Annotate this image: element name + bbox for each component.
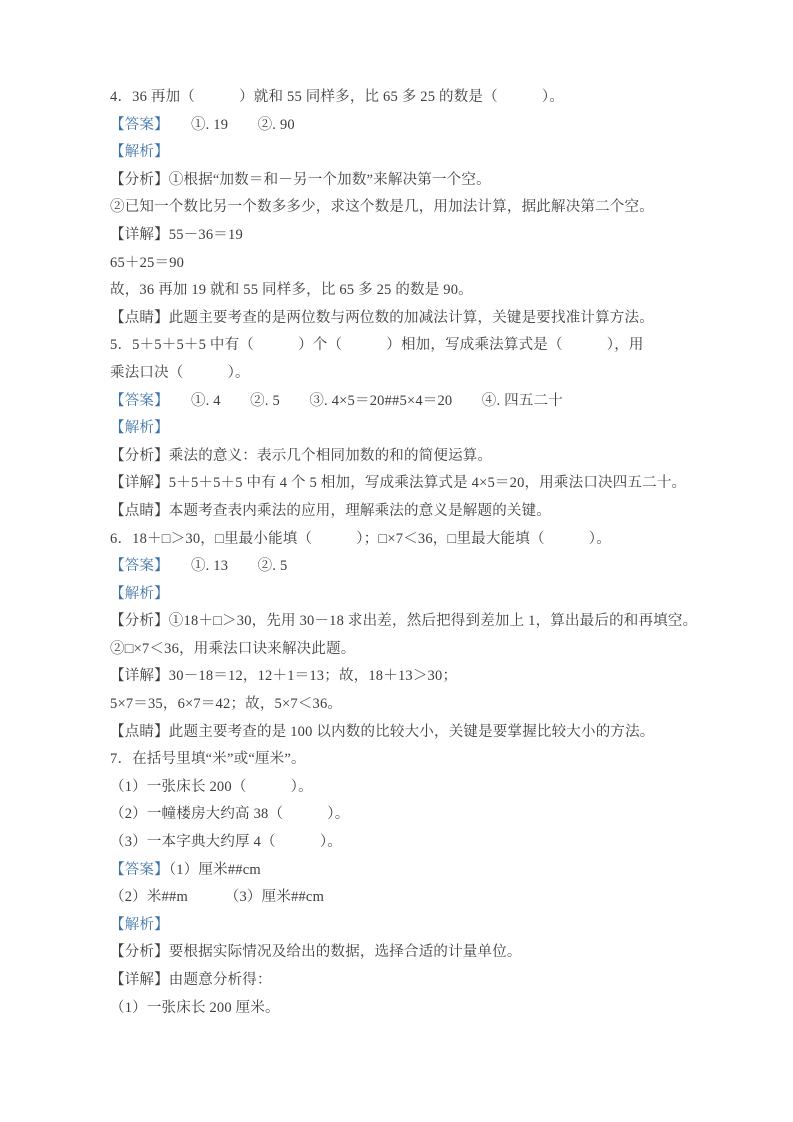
document-content: [110, 84, 710, 1022]
answer-line: [110, 388, 710, 416]
detail-line: [110, 995, 710, 1023]
answer-line: [110, 884, 710, 912]
line-text: 7．在括号里填“米”或“厘米”。: [110, 751, 306, 768]
analysis-label: 【解析】: [110, 144, 169, 161]
question-stem: [110, 746, 710, 774]
question-block-6: [110, 526, 710, 747]
line-text: 【点睛】本题考查表内乘法的应用，理解乘法的意义是解题的关键。: [110, 502, 551, 519]
answer-label: 【答案】: [110, 861, 169, 878]
detail-line: [110, 222, 710, 250]
analysis-line: [110, 167, 710, 195]
line-text: ①. 4 ②. 5 ③. 4×5＝20##5×4＝20 ④. 四五二十: [161, 392, 563, 409]
line-text: ②已知一个数比另一个数多多少，求这个数是几，用加法计算，据此解决第二个空。: [110, 199, 654, 216]
detail-line: [110, 250, 710, 278]
analysis-label: 【解析】: [110, 916, 169, 933]
line-text: 【详解】55－36＝19: [110, 226, 243, 243]
line-text: ①. 19 ②. 90: [161, 116, 295, 133]
line-text: 故，36 再加 19 就和 55 同样多，比 65 多 25 的数是 90。: [110, 282, 473, 299]
line-text: 【分析】乘法的意义：表示几个相同加数的和的简便运算。: [110, 447, 493, 464]
line-text: 【详解】由题意分析得：: [110, 972, 272, 988]
line-text: （1）厘米##cm: [168, 861, 261, 878]
line-text: 6．18＋□＞30，□里最小能填（ ）；□×7＜36，□里最大能填（ ）。: [110, 530, 611, 547]
line-text: （1）一张床长 200（ ）。: [110, 778, 313, 795]
line-text: （2）米##m （3）厘米##cm: [110, 889, 325, 906]
analysis-line: [110, 443, 710, 471]
analysis-label: 【解析】: [110, 585, 169, 602]
line-text: 【分析】①根据“加数＝和－另一个加数”来解决第一个空。: [110, 171, 491, 188]
question-stem: [110, 332, 710, 360]
detail-line: [110, 663, 710, 691]
line-text: 4．36 再加（ ）就和 55 同样多，比 65 多 25 的数是（ ）。: [110, 89, 565, 105]
line-text: 5．5＋5＋5＋5 中有（ ）个（ ）相加，写成乘法算式是（ ），用: [110, 337, 644, 354]
line-text: 5×7＝35，6×7＝42；故，5×7＜36。: [110, 696, 343, 713]
answer-line: [110, 857, 710, 885]
remark-line: [110, 305, 710, 333]
remark-line: [110, 719, 710, 747]
answer-label: 【答案】: [110, 392, 162, 409]
answer-line: [110, 553, 710, 581]
question-subitem: [110, 801, 710, 829]
question-block-4: [110, 84, 710, 332]
analysis-line: [110, 194, 710, 222]
detail-line: [110, 277, 710, 305]
line-text: 65＋25＝90: [110, 254, 185, 271]
detail-line: [110, 470, 710, 498]
question-stem: [110, 84, 710, 112]
answer-line: [110, 112, 710, 140]
line-text: 【点睛】此题主要考查的是两位数与两位数的加减法计算，关键是要找准计算方法。: [110, 309, 654, 326]
line-text: （3）一本字典大约厚 4（ ）。: [110, 834, 342, 851]
question-block-7: [110, 746, 710, 1022]
analysis-header: [110, 581, 710, 609]
line-text: （1）一张床长 200 厘米。: [110, 999, 280, 1016]
analysis-label: 【解析】: [110, 420, 169, 437]
analysis-header: [110, 415, 710, 443]
line-text: ②□×7＜36，用乘法口诀来解决此题。: [110, 640, 356, 657]
answer-label: 【答案】: [110, 558, 162, 575]
line-text: 【详解】30－18＝12，12＋1＝13；故，18＋13＞30；: [110, 668, 458, 685]
line-text: （2）一幢楼房大约高 38（ ）。: [110, 806, 350, 823]
question-block-5: [110, 332, 710, 525]
analysis-header: [110, 139, 710, 167]
line-text: 乘法口决（ ）。: [110, 364, 250, 381]
answer-label: 【答案】: [110, 116, 162, 133]
line-text: 【点睛】此题主要考查的是 100 以内数的比较大小，关键是要掌握比较大小的方法。: [110, 723, 655, 740]
analysis-line: [110, 636, 710, 664]
detail-line: [110, 691, 710, 719]
question-subitem: [110, 774, 710, 802]
line-text: 【分析】①18＋□＞30，先用 30－18 求出差，然后把得到差加上 1，算出最后的和再填空。: [110, 613, 698, 630]
analysis-line: [110, 939, 710, 967]
question-stem: [110, 360, 710, 388]
line-text: 【详解】5＋5＋5＋5 中有 4 个 5 相加，写成乘法算式是 4×5＝20，用乘法口决四五二十。: [110, 475, 687, 492]
question-stem: [110, 526, 710, 554]
line-text: ①. 13 ②. 5: [161, 558, 288, 575]
detail-line: [110, 967, 710, 995]
question-subitem: [110, 829, 710, 857]
analysis-header: [110, 912, 710, 940]
remark-line: [110, 498, 710, 526]
analysis-line: [110, 608, 710, 636]
line-text: 【分析】要根据实际情况及给出的数据，选择合适的计量单位。: [110, 944, 522, 961]
